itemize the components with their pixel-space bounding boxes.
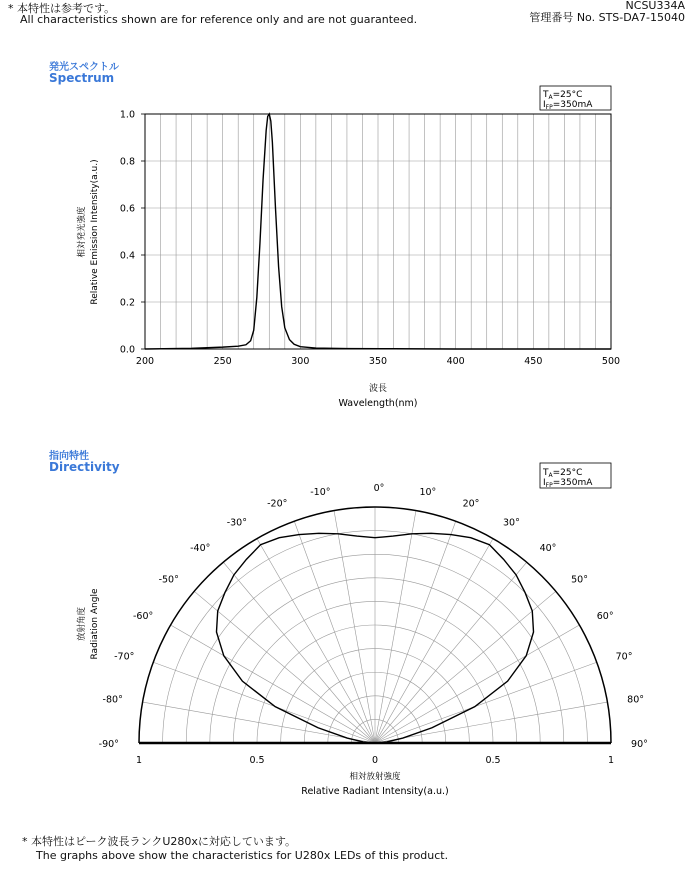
directivity-angle-label: -20° — [267, 498, 288, 510]
directivity-angle-label: 90° — [631, 739, 648, 750]
directivity-radial-tick-label: 0.5 — [249, 755, 265, 766]
spectrum-grid — [145, 114, 611, 349]
spectrum-xtick-label: 200 — [135, 356, 155, 367]
spectrum-xtick-label: 300 — [291, 356, 310, 367]
spectrum-title-jp: 発光スペクトル — [49, 62, 119, 73]
directivity-ylabel-jp: 放射角度 — [77, 606, 87, 642]
directivity-radial-ticks — [136, 755, 614, 766]
directivity-angle-label: -50° — [158, 574, 179, 586]
footer-note-en: The graphs above show the characteristics for U280x LEDs of this product. — [36, 849, 449, 862]
spectrum-chart — [0, 80, 693, 420]
directivity-angle-label: 60° — [596, 610, 614, 622]
spectrum-condition-ta: $T_A=25^\circ C$ — [543, 90, 583, 101]
header-note-en: All characteristics shown are for reference only and are not guaranteed. — [20, 13, 418, 26]
directivity-title-jp: 指向特性 — [49, 451, 89, 462]
spectrum-xtick-label: 350 — [368, 356, 388, 367]
spectrum-xlabel-jp: 波長 — [368, 384, 388, 394]
document-number: 管理番号 No. STS-DA7-15040 — [529, 11, 685, 24]
directivity-angle-label: 50° — [571, 574, 588, 586]
spectrum-ytick-label: 1.0 — [119, 109, 135, 121]
directivity-angle-label: -30° — [226, 517, 247, 529]
directivity-ylabel: Radiation Angle — [90, 588, 100, 660]
directivity-title-en: Directivity — [49, 460, 120, 474]
directivity-angle-labels — [99, 483, 648, 750]
directivity-angle-label: -10° — [310, 486, 331, 498]
spectrum-xtick-label: 400 — [446, 356, 465, 367]
directivity-angle-label: -80° — [102, 694, 123, 706]
directivity-radial-tick-label: 1 — [607, 755, 615, 766]
spectrum-ylabel: Relative Emission Intensity(a.u.) — [90, 159, 100, 305]
spectrum-ylabel-jp: 相対発光強度 — [77, 206, 87, 258]
directivity-chart — [0, 440, 693, 810]
directivity-angle-label: -40° — [190, 542, 211, 554]
directivity-condition-if: $I_{FP}=350mA$ — [543, 478, 593, 489]
directivity-angle-label: 40° — [539, 542, 557, 554]
directivity-angle-label: -70° — [114, 651, 135, 663]
spectrum-ytick-label: 0.4 — [119, 250, 135, 262]
footer-note-jp: * 本特性はピーク波長ランクU280xに対応しています。 — [22, 835, 297, 848]
directivity-radial-tick-label: 0.5 — [485, 755, 501, 766]
spectrum-ticks — [120, 110, 620, 368]
spectrum-xlabel: Wavelength(nm) — [338, 398, 418, 409]
spectrum-ytick-label: 0.0 — [119, 344, 135, 356]
directivity-angle-label: 30° — [503, 517, 520, 529]
header-note-jp: * 本特性は参考です。 — [8, 2, 116, 15]
spectrum-condition-if: $I_{FP}=350mA$ — [543, 100, 593, 111]
directivity-angle-label: 70° — [615, 651, 633, 663]
directivity-radial-tick-label: 1 — [135, 755, 143, 766]
spectrum-ytick-label: 0.2 — [119, 297, 135, 309]
directivity-angle-label: -90° — [98, 739, 119, 750]
spectrum-ytick-label: 0.8 — [119, 156, 135, 168]
spectrum-xtick-label: 450 — [524, 356, 543, 367]
directivity-xlabel: Relative Radiant Intensity(a.u.) — [301, 786, 449, 797]
directivity-angle-label: 10° — [419, 486, 437, 498]
directivity-radial-tick-label: 0 — [371, 755, 379, 766]
directivity-angle-label: 0° — [373, 482, 385, 494]
model-number: NCSU334A — [625, 0, 685, 12]
spectrum-title-en: Spectrum — [49, 71, 115, 85]
spectrum-xtick-label: 500 — [601, 356, 621, 367]
directivity-xlabel-jp: 相対放射強度 — [349, 772, 401, 782]
directivity-angle-label: 80° — [627, 694, 645, 706]
directivity-angle-label: 20° — [462, 498, 480, 510]
directivity-condition-ta: $T_A=25^\circ C$ — [543, 468, 583, 479]
spectrum-ytick-label: 0.6 — [119, 203, 135, 215]
spectrum-xtick-label: 250 — [213, 356, 232, 367]
directivity-angle-label: -60° — [132, 610, 154, 622]
